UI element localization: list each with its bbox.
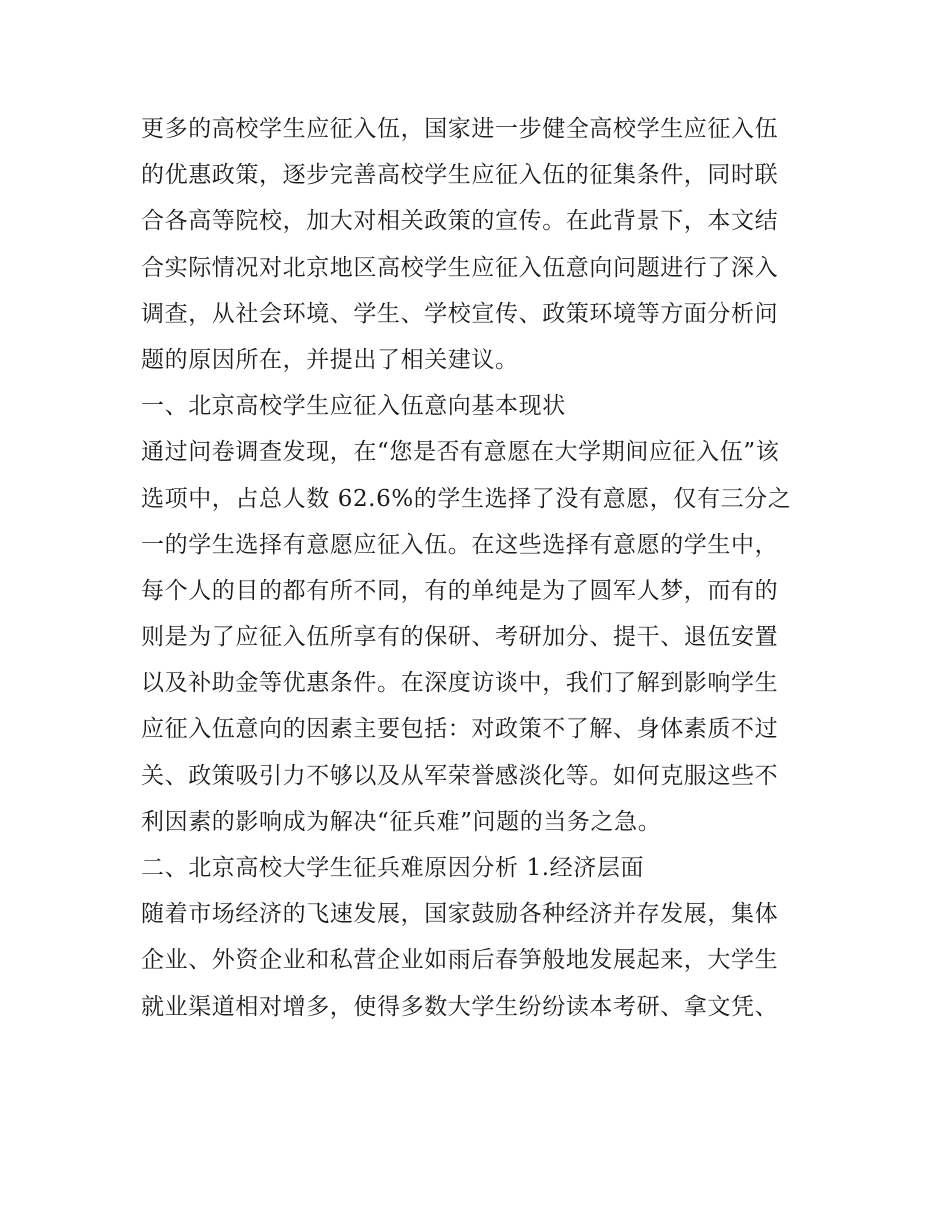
body-line-6: 题的原因所在，并提出了相关建议。 [141, 346, 519, 373]
body-line-19: 企业、外资企业和私营企业如雨后春笋般地发展起来，大学生 [141, 947, 779, 974]
body-line-9: 选项中，占总人数 62.6%的学生选择了没有意愿，仅有三分之 [141, 485, 792, 512]
body-line-18: 随着市场经济的飞速发展，国家鼓励各种经济并存发展，集体 [141, 901, 779, 928]
body-line-5: 调查，从社会环境、学生、学校宣传、政策环境等方面分析问 [141, 300, 779, 327]
body-line-11: 每个人的目的都有所不同，有的单纯是为了圆军人梦，而有的 [141, 577, 779, 604]
section-heading-1: 一、北京高校学生应征入伍意向基本现状 [141, 393, 566, 420]
body-line-14: 应征入伍意向的因素主要包括：对政策不了解、身体素质不过 [141, 716, 779, 743]
body-line-16: 利因素的影响成为解决“征兵难”问题的当务之急。 [141, 808, 662, 835]
body-line-12: 则是为了应征入伍所享有的保研、考研加分、提干、退伍安置 [141, 624, 779, 651]
body-line-15: 关、政策吸引力不够以及从军荣誉感淡化等。如何克服这些不 [141, 762, 779, 789]
body-line-2: 的优惠政策，逐步完善高校学生应征入伍的征集条件，同时联 [141, 162, 779, 189]
body-line-1: 更多的高校学生应征入伍，国家进一步健全高校学生应征入伍 [141, 116, 779, 142]
section-heading-2: 二、北京高校大学生征兵难原因分析 1.经济层面 [141, 855, 645, 881]
body-line-8: 通过问卷调查发现，在“您是否有意愿在大学期间应征入伍”该 [141, 439, 780, 466]
body-line-3: 合各高等院校，加大对相关政策的宣传。在此背景下，本文结 [141, 208, 779, 235]
body-line-10: 一的学生选择有意愿应征入伍。在这些选择有意愿的学生中， [141, 531, 779, 558]
body-line-4: 合实际情况对北京地区高校学生应征入伍意向问题进行了深入 [141, 254, 779, 281]
document-body [141, 106, 821, 1030]
body-line-20: 就业渠道相对增多，使得多数大学生纷纷读本考研、拿文凭、 [141, 993, 779, 1020]
body-line-13: 以及补助金等优惠条件。在深度访谈中，我们了解到影响学生 [141, 670, 779, 697]
